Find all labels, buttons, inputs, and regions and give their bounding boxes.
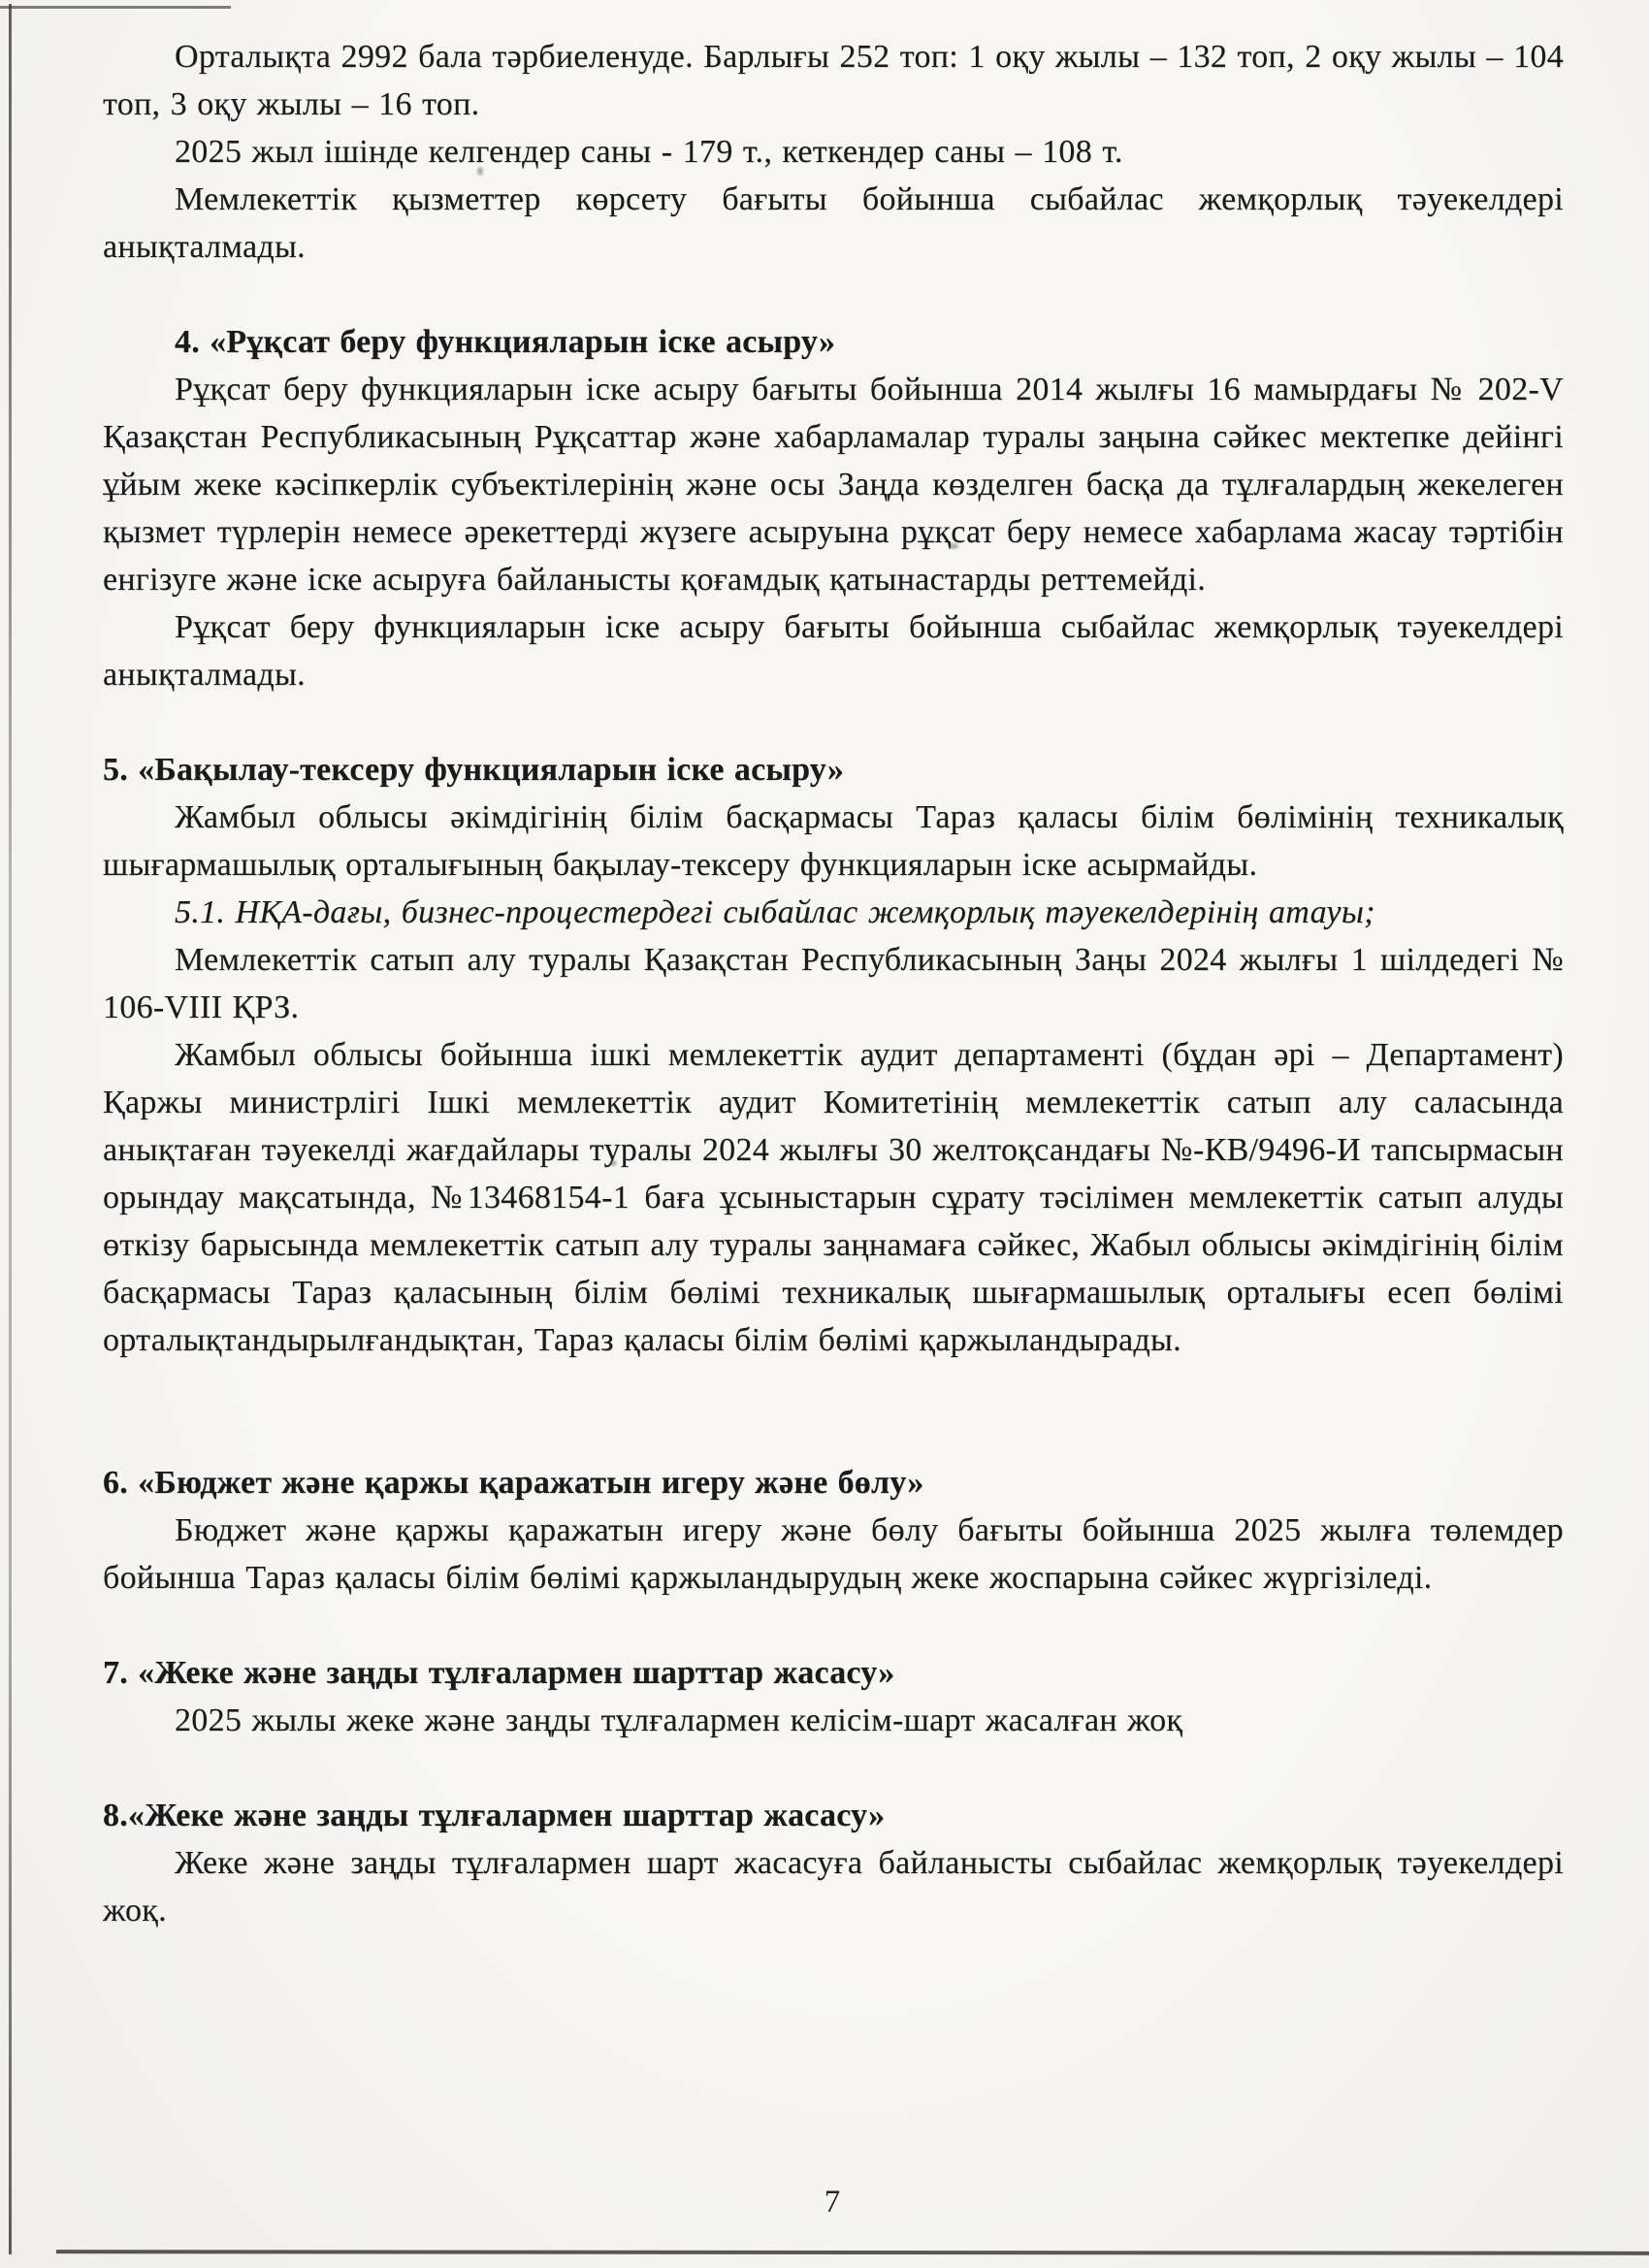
paragraph: 5.1. НҚА-дағы, бизнес-процестердегі сыбайлас жемқорлық тәуекелдерінің атауы; — [175, 894, 1375, 930]
section-heading: 8.«Жеке және заңды тұлғалармен шарттар жасасу» — [103, 1798, 886, 1833]
blank-line — [103, 1411, 1564, 1459]
blank-line — [103, 1744, 1564, 1792]
scan-edge-left — [9, 4, 12, 2254]
blank-line — [103, 1364, 1564, 1411]
paragraph: Мемлекеттік қызметтер көрсету бағыты бойынша сыбайлас жемқорлық тәуекелдері анықталмады. — [103, 181, 1564, 265]
scan-edge-top — [0, 6, 231, 9]
paragraph: 2025 жыл ішінде келгендер саны - 179 т., кеткендер саны – 108 т. — [175, 134, 1123, 170]
paragraph: 2025 жылы жеке және заңды тұлғалармен келісім-шарт жасалған жоқ — [175, 1702, 1183, 1738]
paragraph: Орталықта 2992 бала тәрбиеленуде. Барлығы 252 топ: 1 оқу жылы – 132 топ, 2 оқу жылы – 104 топ, 3 оқу жылы – 16 топ. — [103, 39, 1564, 122]
paragraph: Жамбыл облысы әкімдігінің білім басқармасы Тараз қаласы білім бөлімінің техникалық шығармашылық орталығының бақылау-тексеру функцияларын іске асырмайды. — [103, 799, 1564, 883]
scan-edge-bottom — [56, 2250, 1649, 2255]
paragraph: Жеке және заңды тұлғалармен шарт жасасуға байланысты сыбайлас жемқорлық тәуекелдері жоқ. — [103, 1845, 1564, 1928]
paragraph: Бюджет және қаржы қаражатын игеру және бөлу бағыты бойынша 2025 жылға төлемдер бойынша Тараз қаласы білім бөлімі қаржыландырудың жеке жоспарына сәйкес жүргізіледі. — [103, 1512, 1564, 1596]
section-heading: 4. «Рұқсат беру функцияларын іске асыру» — [175, 324, 836, 360]
document-content — [103, 33, 1564, 1934]
blank-line — [103, 271, 1564, 318]
section-heading: 5. «Бақылау-тексеру функцияларын іске асыру» — [103, 752, 845, 788]
page-number: 7 — [824, 2185, 841, 2219]
blank-line — [103, 698, 1564, 746]
paragraph: Мемлекеттік сатып алу туралы Қазақстан Республикасының Заңы 2024 жылғы 1 шілдедегі № 106-VIII ҚРЗ. — [103, 942, 1564, 1025]
section-heading: 6. «Бюджет және қаржы қаражатын игеру және бөлу» — [103, 1465, 924, 1501]
section-heading: 7. «Жеке және заңды тұлғалармен шарттар жасасу» — [103, 1655, 895, 1691]
blank-line — [103, 1602, 1564, 1649]
paragraph: Рұқсат беру функцияларын іске асыру бағыты бойынша сыбайлас жемқорлық тәуекелдері анықталмады. — [103, 609, 1564, 693]
paragraph: Рұқсат беру функцияларын іске асыру бағыты бойынша 2014 жылғы 16 мамырдағы № 202-V Қазақстан Республикасының Рұқсаттар және хабарламалар туралы заңына сәйкес мектепке дейінгі ұйым жеке кәсіпкерлік субъектілерінің және осы Заңда көзделген басқа да тұлғалардың жекелеген қызмет түрлерін немесе әрекеттерді жүзеге асыруына рұқсат беру немесе хабарлама жасау тәртібін енгізуге және іске асыруға байланысты қоғамдық қатынастарды реттемейді. — [103, 372, 1564, 598]
paragraph: Жамбыл облысы бойынша ішкі мемлекеттік аудит департаменті (бұдан әрі – Департамент) Қаржы министрлігі Ішкі мемлекеттік аудит Комитетінің мемлекеттік сатып алу саласында анықтаған тәуекелді жағдайлары туралы 2024 жылғы 30 желтоқсандағы №-КВ/9496-И тапсырмасын орындау мақсатында, №13468154-1 баға ұсыныстарын сұрату тәсілімен мемлекеттік сатып алуды өткізу барысында мемлекеттік сатып алу туралы заңнамаға сәйкес, Жабыл облысы әкімдігінің білім басқармасы Тараз қаласының білім бөлімі техникалық шығармашылық орталығы есеп бөлімі орталықтандырылғандықтан, Тараз қаласы білім бөлімі қаржыландырады. — [103, 1037, 1564, 1358]
